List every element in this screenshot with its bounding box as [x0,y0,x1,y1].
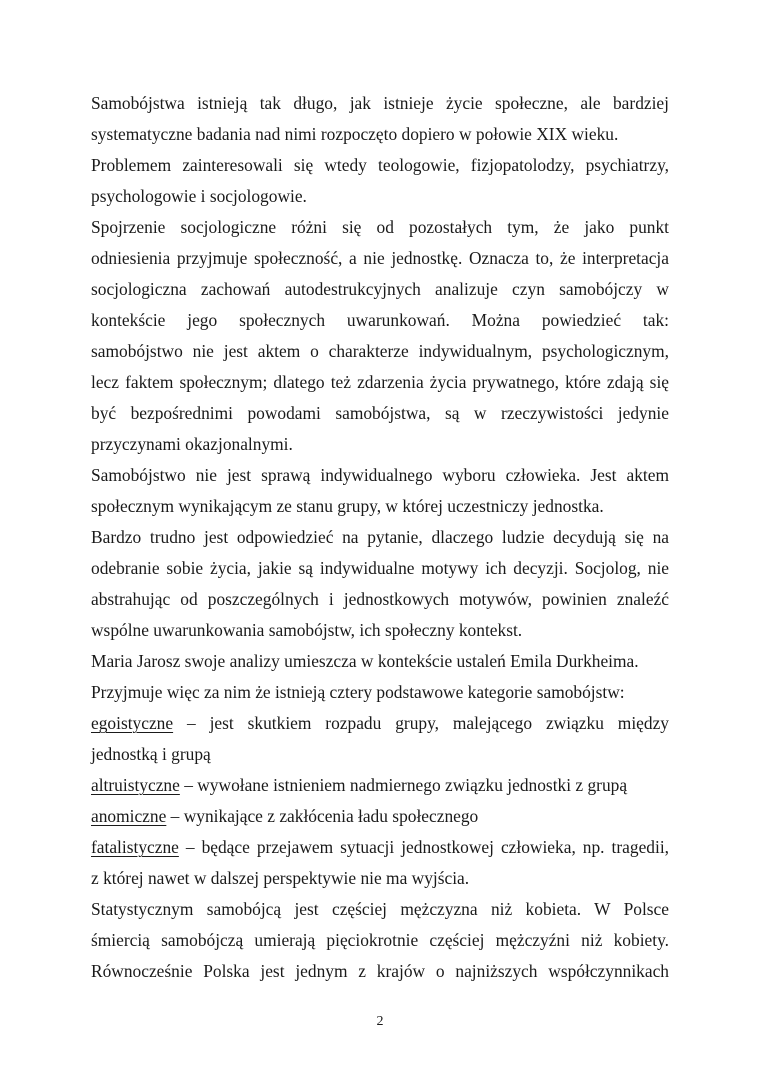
line-text: Przyjmuje więc za nim że istnieją cztery podstawowe kategorie samobójstw: [91,682,625,702]
line-text: abstrahując od poszczególnych i jednostkowych motywów, powinien znaleźć [91,589,669,609]
text-line [91,739,669,770]
line-text: socjologiczna zachowań autodestrukcyjnych analizuje czyn samobójczy w [91,279,669,299]
category-term: fatalistyczne [91,837,179,857]
text-line [91,367,669,398]
text-line [91,150,669,181]
line-text: przyczynami okazjonalnymi. [91,434,293,454]
line-text: Równocześnie Polska jest jednym z krajów o najniższych współczynnikach [91,961,669,981]
text-line [91,646,669,677]
category-term: altruistyczne [91,775,180,795]
line-text: Maria Jarosz swoje analizy umieszcza w kontekście ustaleń Emila Durkheima. [91,651,639,671]
line-text: być bezpośrednimi powodami samobójstwa, są w rzeczywistości jedynie [91,403,669,423]
text-line [91,243,669,274]
text-line [91,274,669,305]
text-line [91,584,669,615]
line-text: psychologowie i socjologowie. [91,186,307,206]
text-line [91,925,669,956]
text-line [91,863,669,894]
text-line [91,770,669,801]
line-text: Bardzo trudno jest odpowiedzieć na pytanie, dlaczego ludzie decydują się na [91,527,669,547]
line-text: odebranie sobie życia, jakie są indywidualne motywy ich decyzji. Socjolog, nie [91,558,669,578]
category-term: anomiczne [91,806,167,826]
line-text: lecz faktem społecznym; dlatego też zdarzenia życia prywatnego, które zdają się [91,372,669,392]
category-term: egoistyczne [91,713,174,733]
text-line [91,522,669,553]
text-line [91,677,669,708]
text-line [91,615,669,646]
text-line [91,460,669,491]
text-line [91,305,669,336]
text-line [91,181,669,212]
line-text: samobójstwo nie jest aktem o charakterze indywidualnym, psychologicznym, [91,341,669,361]
page-number: 2 [376,1014,384,1029]
line-text: Problemem zainteresowali się wtedy teologowie, fizjopatolodzy, psychiatrzy, [91,155,669,175]
text-line [91,88,669,119]
line-text: wspólne uwarunkowania samobójstw, ich społeczny kontekst. [91,620,523,640]
text-line [91,212,669,243]
line-text: – wynikające z zakłócenia ładu społecznego [166,806,479,826]
text-line [91,956,669,987]
line-text: systematyczne badania nad nimi rozpoczęto dopiero w połowie XIX wieku. [91,124,619,144]
line-text: Samobójstwo nie jest sprawą indywidualnego wyboru człowieka. Jest aktem [91,465,669,485]
line-text: społecznym wynikającym ze stanu grupy, w której uczestniczy jednostka. [91,496,604,516]
line-text: Spojrzenie socjologiczne różni się od pozostałych tym, że jako punkt [91,217,669,237]
text-line [91,429,669,460]
text-line [91,708,669,739]
line-text: Samobójstwa istnieją tak długo, jak istnieje życie społeczne, ale bardziej [91,93,669,113]
text-line [91,491,669,522]
line-text: jednostką i grupą [91,744,211,764]
line-text: z której nawet w dalszej perspektywie nie ma wyjścia. [91,868,470,888]
text-line [91,398,669,429]
text-line [91,336,669,367]
line-text: odniesienia przyjmuje społeczność, a nie jednostkę. Oznacza to, że interpretacja [91,248,669,268]
line-text: – jest skutkiem rozpadu grupy, malejącego związku między [173,713,669,733]
body-text [91,88,669,987]
line-text: – będące przejawem sytuacji jednostkowej człowieka, np. tragedii, [178,837,669,857]
line-text: kontekście jego społecznych uwarunkowań. Można powiedzieć tak: [91,310,669,330]
text-line [91,832,669,863]
text-line [91,119,669,150]
text-line [91,801,669,832]
text-line [91,894,669,925]
line-text: śmiercią samobójczą umierają pięciokrotnie częściej mężczyźni niż kobiety. [91,930,669,950]
line-text: – wywołane istnieniem nadmiernego związku jednostki z grupą [179,775,628,795]
line-text: Statystycznym samobójcą jest częściej mężczyzna niż kobieta. W Polsce [91,899,669,919]
text-line [91,553,669,584]
